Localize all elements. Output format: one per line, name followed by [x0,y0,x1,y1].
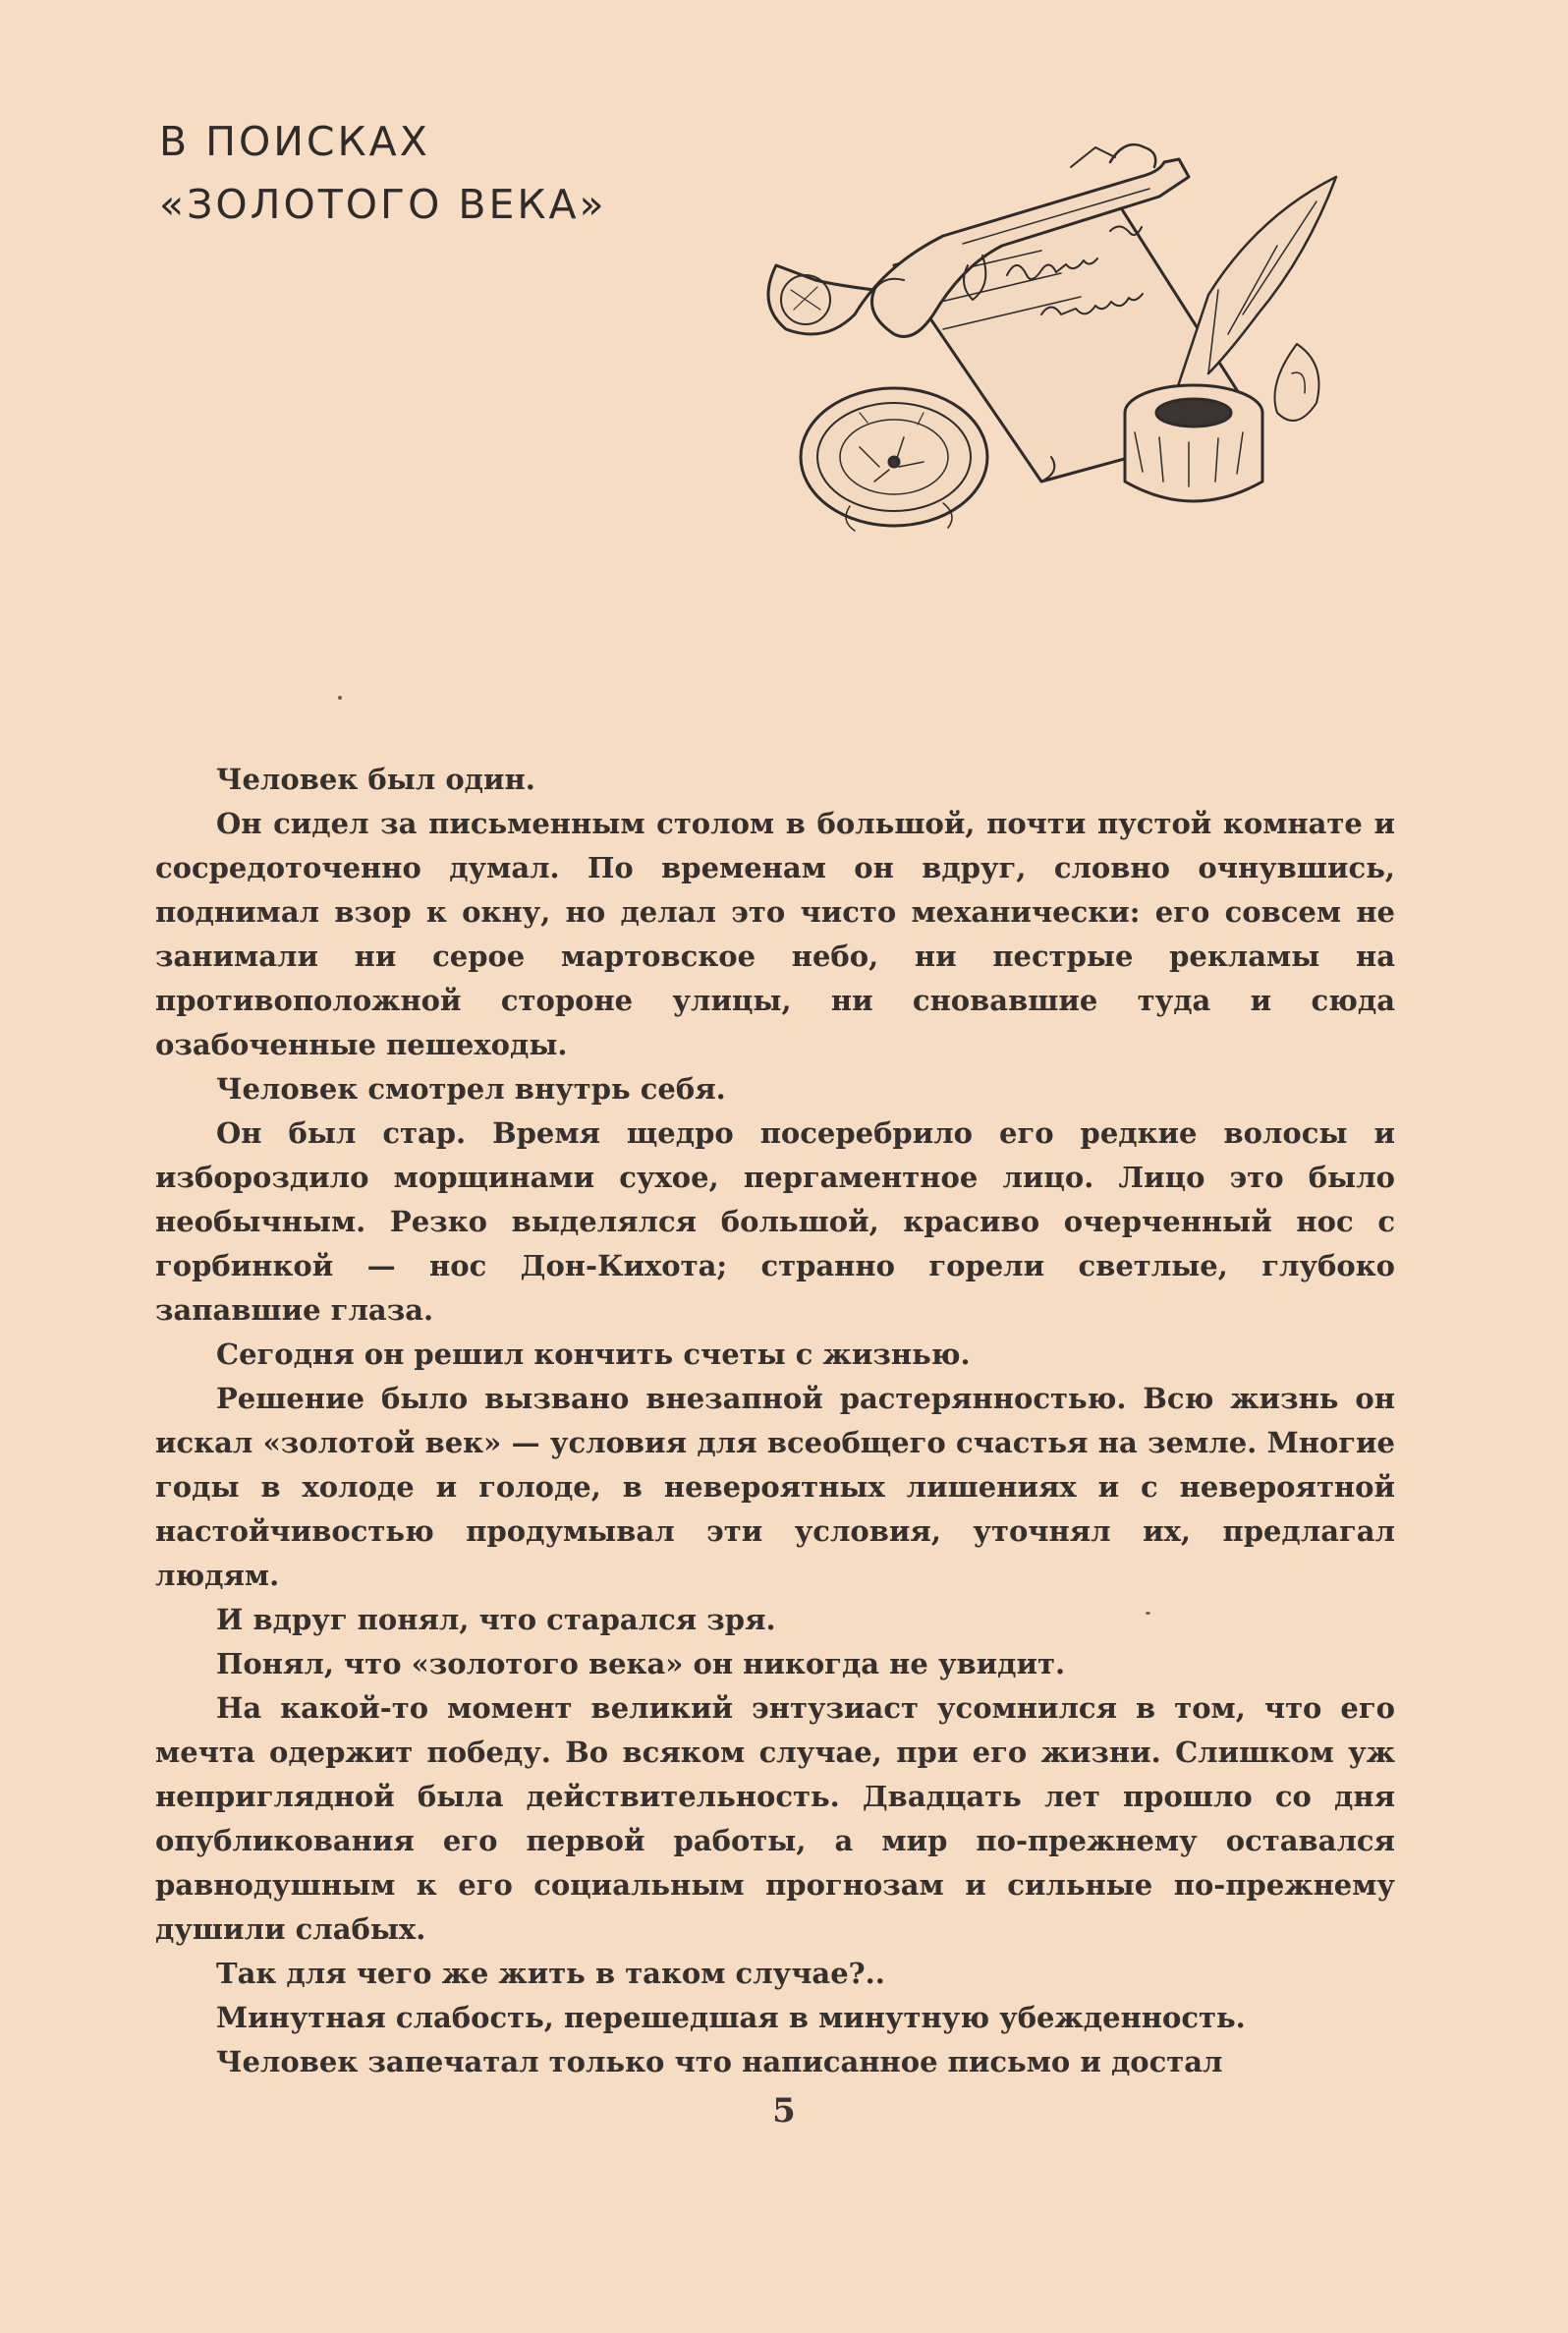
paragraph: Человек был один. [216,763,535,796]
paragraph: Сегодня он решил кончить счеты с жизнью. [216,1337,971,1371]
pistol-letter-quill-watch-inkwell-illustration [747,118,1415,560]
print-speck [338,696,342,700]
paragraph: И вдруг понял, что старался зря. [216,1603,776,1636]
paragraph: Человек смотрел внутрь себя. [216,1072,726,1106]
chapter-title [159,110,607,236]
paragraph: Он был стар. Время щедро посеребрило его редкие волосы и избороздило морщинами сухое, пергаментное лицо. Лицо это было необычным. Резко выделялся большой, красиво очерченный нос с горбинкой — нос Дон-Кихота; странно горели светлые, глубоко запавшие глаза. [155,1116,1395,1327]
paragraph: На какой-то момент великий энтузиаст усомнился в том, что его мечта одержит победу. Во всяком случае, при его жизни. Слишком уж неприглядной была действительность. Двадцать лет прошло со дня опубликования его первой работы, а мир по-прежнему оставался равнодушным к его социальным прогнозам и сильные по-прежнему душили слабых. [155,1691,1395,1946]
paragraph: Решение было вызвано внезапной растерянностью. Всю жизнь он искал «золотой век» — условия для всеобщего счастья на земле. Многие годы в холоде и голоде, в невероятных лишениях и с невероятной настойчивостью продумывал эти условия, уточнял их, предлагал людям. [155,1382,1395,1592]
paragraph: Минутная слабость, перешедшая в минутную убежденность. [216,2001,1246,2034]
paragraph: Он сидел за письменным столом в большой, почти пустой комнате и сосредоточенно думал. По временам он вдруг, словно очнувшись, поднимал взор к окну, но делал это чисто механически: его совсем не занимали ни серое мартовское небо, ни пестрые рекламы на противоположной стороне улицы, ни сновавшие туда и сюда озабоченные пешеходы. [155,807,1395,1061]
paragraph: Так для чего же жить в таком случае?.. [216,1957,885,1990]
chapter-body-text [155,758,1395,2084]
paragraph: Человек запечатал только что написанное письмо и достал [216,2045,1223,2078]
chapter-title-line-1: В ПОИСКАХ [159,118,430,165]
paragraph: Понял, что «золотого века» он никогда не увидит. [216,1647,1066,1680]
chapter-title-line-2: «ЗОЛОТОГО ВЕКА» [159,181,607,228]
pocket-watch-icon [801,388,987,531]
page-number: 5 [772,2091,796,2131]
